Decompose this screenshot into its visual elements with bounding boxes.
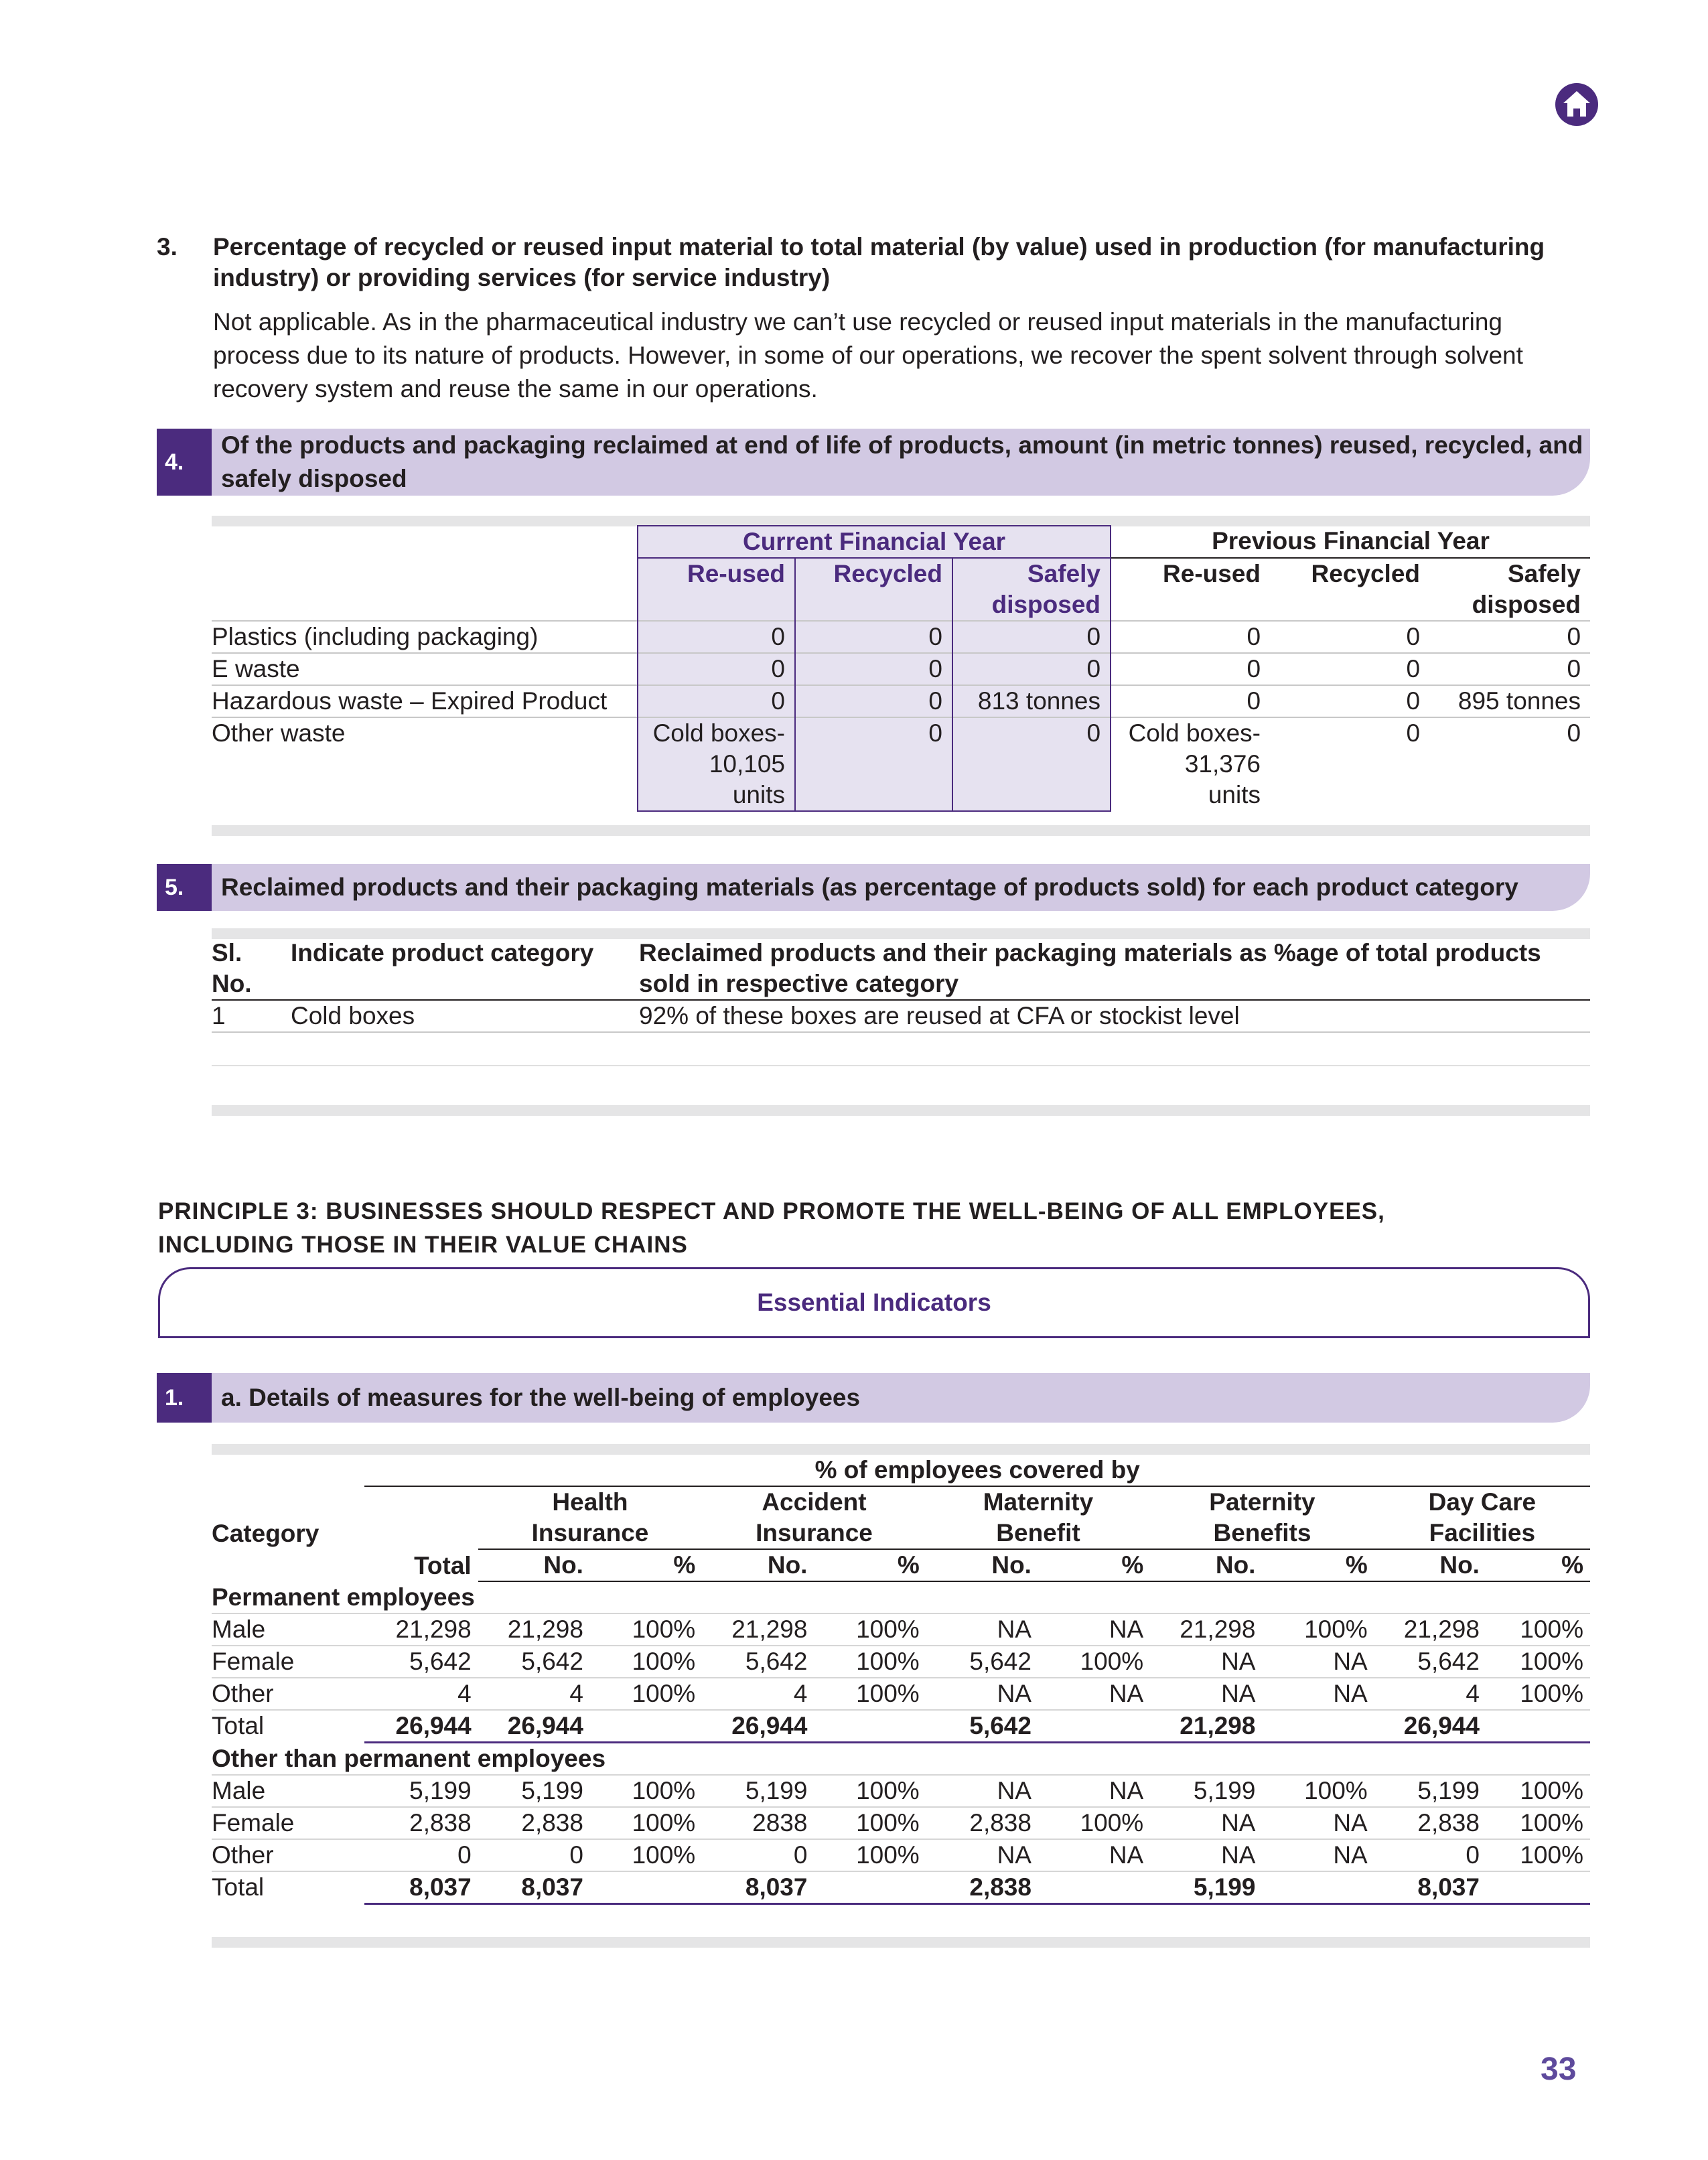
home-icon[interactable]	[1554, 82, 1599, 127]
cur-col-recycled: Recycled	[795, 558, 952, 621]
col-day-care: Day Care Facilities	[1374, 1486, 1590, 1549]
table-row: Female 2,838 2,838 100% 2838 100% 2,838 100% NA NA 2,838 100%	[212, 1807, 1590, 1839]
prev-col-safely-disposed: Safely disposed	[1472, 560, 1581, 618]
table-row: 1 Cold boxes 92% of these boxes are reused at CFA or stockist level	[212, 1000, 1590, 1032]
other-employees-title: Other than permanent employees	[212, 1743, 1590, 1776]
page-number: 33	[1541, 2051, 1577, 2087]
section-4-band	[157, 429, 1590, 496]
permanent-employees-title: Permanent employees	[212, 1581, 1590, 1613]
col-maternity-benefit: Maternity Benefit	[926, 1486, 1151, 1549]
section-5-number: 5.	[157, 864, 212, 911]
table-row-empty	[212, 1032, 1590, 1066]
prev-col-recycled: Recycled	[1311, 560, 1421, 587]
table-row-total: Total 26,944 26,944 26,944 5,642 21,298 26,944	[212, 1710, 1590, 1743]
col-health-insurance: Health Insurance	[478, 1486, 703, 1549]
table-row: Other 0 0 100% 0 100% NA NA NA NA 0 100%	[212, 1839, 1590, 1871]
reclaimed-waste-table	[212, 525, 1590, 812]
previous-fy-header: Previous Financial Year	[1111, 526, 1590, 558]
table-row-total: Total 8,037 8,037 8,037 2,838 5,199 8,037	[212, 1871, 1590, 1904]
prev-col-reused: Re-used	[1163, 560, 1261, 587]
section-1a-number: 1.	[157, 1373, 212, 1423]
section-4-title: Of the products and packaging reclaimed at end of life of products, amount (in metric tonnes) reused, recycled, and safely disposed	[212, 429, 1590, 496]
table-row: Hazardous waste – Expired Product 0 0 813 tonnes 0 0 895 tonnes	[212, 685, 1590, 717]
cur-col-reused: Re-used	[638, 558, 795, 621]
col-paternity-benefits: Paternity Benefits	[1150, 1486, 1374, 1549]
reclaimed-products-table	[212, 938, 1590, 1066]
table-row: Female 5,642 5,642 100% 5,642 100% 5,642 100% NA NA 5,642 100%	[212, 1646, 1590, 1678]
divider	[212, 1444, 1590, 1455]
col-total: Total	[414, 1552, 472, 1579]
covered-by-header: % of employees covered by	[364, 1455, 1590, 1486]
section-3	[157, 232, 1590, 406]
col-category: Category	[212, 1520, 319, 1547]
table-row: Plastics (including packaging) 0 0 0 0 0 0	[212, 621, 1590, 653]
section-1a-title: a. Details of measures for the well-being of employees	[212, 1373, 1590, 1423]
divider	[212, 825, 1590, 836]
divider	[212, 1105, 1590, 1116]
table-row: Male 5,199 5,199 100% 5,199 100% NA NA 5,199 100% 5,199 100%	[212, 1775, 1590, 1807]
col-accident-insurance: Accident Insurance	[702, 1486, 926, 1549]
section-5-title: Reclaimed products and their packaging materials (as percentage of products sold) for each product category	[212, 864, 1590, 911]
col-reclaimed-pct: Reclaimed products and their packaging materials as %age of total products sold in respective category	[639, 939, 1541, 997]
section-4-number: 4.	[157, 429, 212, 496]
current-fy-header: Current Financial Year	[638, 526, 1111, 558]
table-row: Other 4 4 100% 4 100% NA NA NA NA 4 100%	[212, 1678, 1590, 1710]
col-product-category: Indicate product category	[291, 939, 594, 966]
employee-wellbeing-table: % of employees covered by Category Total Health Insurance Accident Insurance Maternity Benefit Paternity Benefits Day Care Facilities No. % No. % No. % No. % No. % Permanent employees Male 21,298 21,298 100% 21,298 100% NA NA 21,298 100% 21,298 100% Female 5,642 5,642 100% 5,642 100% 5,642 100% NA NA 5,642 100% Other 4 4 100% 4 100% NA NA NA NA 4 100% Total 26,944 26,944 26,944 5,642 21,298 26,944 Other than permanent employees Male 5,199 5,199 100% 5,199 100% NA NA 5,199 100% 5,199 100% Female 2,838 2,838 100% 2838 100% 2,838 100% NA NA 2,838 100% Other 0 0 100% 0 100% NA NA NA NA 0 100% Total 8,037 8,037 8,037 2,838 5,199 8,037	[212, 1455, 1590, 1905]
cur-col-safely-disposed: Safely disposed	[952, 558, 1111, 621]
section-5-band	[157, 864, 1590, 911]
section-1a-band	[157, 1373, 1590, 1423]
table-row: Male 21,298 21,298 100% 21,298 100% NA NA 21,298 100% 21,298 100%	[212, 1613, 1590, 1646]
section-3-number: 3.	[157, 233, 177, 261]
table-row: Other waste Cold boxes- 10,105 units 0 0 Cold boxes- 31,376 units 0 0	[212, 717, 1590, 811]
principle-heading: PRINCIPLE 3: BUSINESSES SHOULD RESPECT AND PROMOTE THE WELL-BEING OF ALL EMPLOYEES, INCLUDING THOSE IN THEIR VALUE CHAINS	[158, 1198, 1385, 1258]
essential-indicators-heading: Essential Indicators	[158, 1267, 1590, 1338]
divider	[212, 1937, 1590, 1948]
table-row: E waste 0 0 0 0 0 0	[212, 653, 1590, 685]
section-3-body: Not applicable. As in the pharmaceutical industry we can’t use recycled or reused input materials in the manufacturing process due to its nature of products. However, in some of our operations, we recover the spent solvent through solvent recovery system and reuse the same in our operations.	[213, 308, 1523, 403]
section-3-title: Percentage of recycled or reused input material to total material (by value) used in production (for manufacturing industry) or providing services (for service industry)	[213, 233, 1545, 291]
col-sl-no: Sl. No.	[212, 939, 252, 997]
